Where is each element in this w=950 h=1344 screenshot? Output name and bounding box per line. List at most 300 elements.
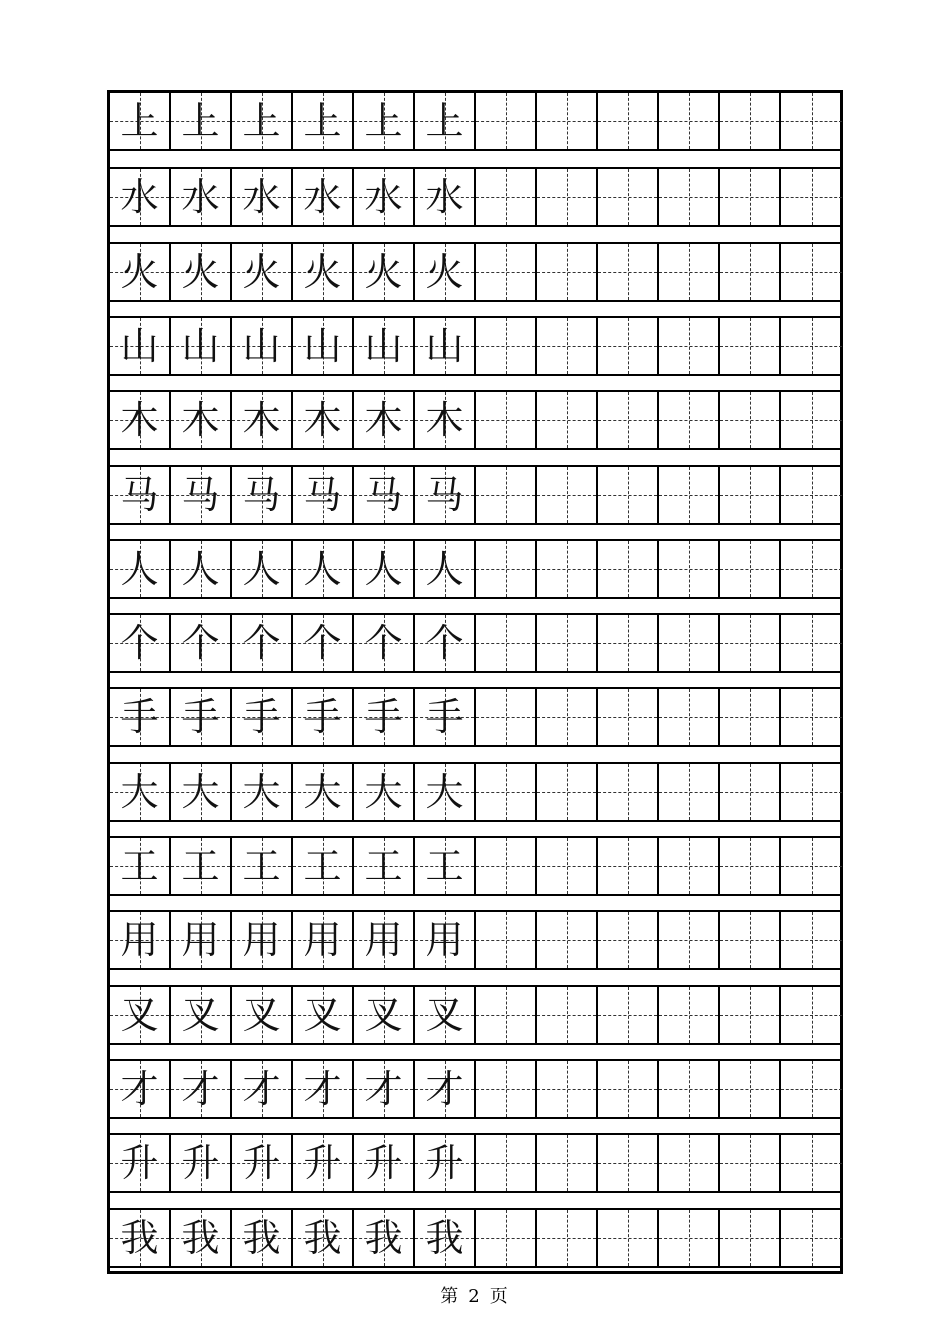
tracing-cell	[354, 838, 415, 894]
practice-character: 工	[425, 844, 464, 888]
empty-practice-cell[interactable]	[720, 689, 781, 745]
empty-practice-cell[interactable]	[537, 912, 598, 968]
practice-character: 工	[181, 844, 220, 888]
tracing-cell	[293, 1210, 354, 1266]
practice-character: 人	[303, 547, 342, 591]
empty-practice-cell[interactable]	[537, 689, 598, 745]
tracing-cell	[171, 1061, 232, 1117]
empty-practice-cell[interactable]	[476, 1135, 537, 1191]
empty-practice-cell[interactable]	[720, 169, 781, 225]
practice-character: 叉	[120, 993, 159, 1037]
practice-character: 马	[364, 473, 403, 517]
empty-practice-cell[interactable]	[659, 912, 720, 968]
practice-row	[110, 390, 840, 450]
empty-practice-cell[interactable]	[659, 467, 720, 523]
practice-character: 火	[303, 250, 342, 294]
practice-character: 手	[181, 695, 220, 739]
empty-practice-cell[interactable]	[476, 244, 537, 300]
tracing-cell	[171, 318, 232, 374]
empty-practice-cell[interactable]	[598, 912, 659, 968]
practice-character: 手	[425, 695, 464, 739]
empty-practice-cell[interactable]	[537, 615, 598, 671]
practice-character: 用	[303, 918, 342, 962]
practice-character: 木	[303, 398, 342, 442]
empty-practice-cell[interactable]	[720, 1061, 781, 1117]
empty-practice-cell[interactable]	[537, 541, 598, 597]
empty-practice-cell[interactable]	[781, 1210, 842, 1266]
tracing-cell	[293, 838, 354, 894]
practice-row	[110, 1208, 840, 1268]
practice-character: 手	[364, 695, 403, 739]
practice-character: 山	[303, 324, 342, 368]
empty-practice-cell[interactable]	[781, 912, 842, 968]
empty-practice-cell[interactable]	[476, 169, 537, 225]
tracing-cell	[171, 838, 232, 894]
writing-grid-sheet	[107, 90, 843, 1274]
tracing-cell	[232, 1210, 293, 1266]
tracing-cell	[415, 987, 476, 1043]
practice-row	[110, 316, 840, 376]
practice-row	[110, 836, 840, 896]
practice-row	[110, 613, 840, 673]
tracing-cell	[232, 764, 293, 820]
tracing-cell	[354, 1210, 415, 1266]
tracing-cell	[110, 764, 171, 820]
practice-character: 才	[303, 1067, 342, 1111]
tracing-cell	[110, 838, 171, 894]
empty-practice-cell[interactable]	[598, 987, 659, 1043]
tracing-cell	[293, 987, 354, 1043]
practice-row	[110, 687, 840, 747]
tracing-cell	[293, 169, 354, 225]
practice-character: 个	[242, 621, 281, 665]
tracing-cell	[110, 912, 171, 968]
empty-practice-cell[interactable]	[598, 1135, 659, 1191]
tracing-cell	[110, 93, 171, 149]
tracing-cell	[232, 1061, 293, 1117]
tracing-cell	[354, 318, 415, 374]
empty-practice-cell[interactable]	[720, 392, 781, 448]
practice-character: 升	[120, 1141, 159, 1185]
practice-character: 上	[303, 99, 342, 143]
empty-practice-cell[interactable]	[781, 93, 842, 149]
empty-practice-cell[interactable]	[598, 615, 659, 671]
empty-practice-cell[interactable]	[476, 615, 537, 671]
empty-practice-cell[interactable]	[659, 318, 720, 374]
empty-practice-cell[interactable]	[537, 93, 598, 149]
empty-practice-cell[interactable]	[659, 764, 720, 820]
tracing-cell	[354, 169, 415, 225]
empty-practice-cell[interactable]	[781, 318, 842, 374]
empty-practice-cell[interactable]	[659, 1135, 720, 1191]
empty-practice-cell[interactable]	[598, 244, 659, 300]
practice-character: 升	[364, 1141, 403, 1185]
empty-practice-cell[interactable]	[598, 318, 659, 374]
empty-practice-cell[interactable]	[537, 467, 598, 523]
empty-practice-cell[interactable]	[476, 318, 537, 374]
empty-practice-cell[interactable]	[598, 689, 659, 745]
practice-character: 水	[120, 175, 159, 219]
tracing-cell	[171, 987, 232, 1043]
practice-character: 水	[364, 175, 403, 219]
practice-character: 大	[303, 770, 342, 814]
tracing-cell	[293, 467, 354, 523]
empty-practice-cell[interactable]	[659, 1061, 720, 1117]
empty-practice-cell[interactable]	[598, 467, 659, 523]
empty-practice-cell[interactable]	[781, 987, 842, 1043]
empty-practice-cell[interactable]	[720, 838, 781, 894]
practice-character: 大	[242, 770, 281, 814]
page-number: 2	[468, 1286, 482, 1307]
empty-practice-cell[interactable]	[720, 318, 781, 374]
practice-character: 叉	[425, 993, 464, 1037]
practice-character: 火	[242, 250, 281, 294]
tracing-cell	[110, 244, 171, 300]
practice-row	[110, 167, 840, 227]
practice-character: 工	[120, 844, 159, 888]
tracing-cell	[232, 987, 293, 1043]
tracing-cell	[415, 1135, 476, 1191]
practice-character: 叉	[181, 993, 220, 1037]
practice-row	[110, 242, 840, 302]
tracing-cell	[232, 392, 293, 448]
tracing-cell	[232, 93, 293, 149]
tracing-cell	[415, 244, 476, 300]
tracing-cell	[354, 1061, 415, 1117]
page-suffix: 页	[489, 1286, 510, 1307]
practice-character: 才	[181, 1067, 220, 1111]
empty-practice-cell[interactable]	[781, 169, 842, 225]
practice-character: 个	[120, 621, 159, 665]
practice-character: 木	[120, 398, 159, 442]
practice-character: 我	[364, 1216, 403, 1260]
tracing-cell	[354, 93, 415, 149]
practice-character: 我	[425, 1216, 464, 1260]
tracing-cell	[354, 764, 415, 820]
practice-character: 马	[425, 473, 464, 517]
practice-row	[110, 985, 840, 1045]
tracing-cell	[354, 615, 415, 671]
tracing-cell	[232, 689, 293, 745]
practice-character: 大	[120, 770, 159, 814]
tracing-cell	[293, 912, 354, 968]
empty-practice-cell[interactable]	[720, 1210, 781, 1266]
tracing-cell	[171, 764, 232, 820]
practice-character: 工	[242, 844, 281, 888]
empty-practice-cell[interactable]	[720, 1135, 781, 1191]
practice-character: 火	[364, 250, 403, 294]
practice-row	[110, 93, 840, 151]
empty-practice-cell[interactable]	[598, 764, 659, 820]
tracing-cell	[110, 169, 171, 225]
tracing-cell	[110, 987, 171, 1043]
empty-practice-cell[interactable]	[781, 689, 842, 745]
empty-practice-cell[interactable]	[537, 764, 598, 820]
practice-character: 个	[364, 621, 403, 665]
tracing-cell	[171, 467, 232, 523]
practice-character: 才	[242, 1067, 281, 1111]
tracing-cell	[415, 1061, 476, 1117]
practice-character: 工	[364, 844, 403, 888]
empty-practice-cell[interactable]	[720, 244, 781, 300]
practice-character: 手	[120, 695, 159, 739]
tracing-cell	[171, 541, 232, 597]
empty-practice-cell[interactable]	[537, 318, 598, 374]
tracing-cell	[293, 244, 354, 300]
practice-character: 山	[181, 324, 220, 368]
tracing-cell	[171, 615, 232, 671]
tracing-cell	[232, 541, 293, 597]
tracing-cell	[232, 615, 293, 671]
empty-practice-cell[interactable]	[476, 1210, 537, 1266]
tracing-cell	[171, 1210, 232, 1266]
empty-practice-cell[interactable]	[781, 1135, 842, 1191]
tracing-cell	[354, 467, 415, 523]
practice-character: 大	[181, 770, 220, 814]
empty-practice-cell[interactable]	[476, 93, 537, 149]
tracing-cell	[354, 987, 415, 1043]
practice-character: 山	[120, 324, 159, 368]
practice-character: 我	[303, 1216, 342, 1260]
practice-character: 木	[364, 398, 403, 442]
tracing-cell	[415, 93, 476, 149]
empty-practice-cell[interactable]	[537, 1210, 598, 1266]
tracing-cell	[232, 169, 293, 225]
practice-character: 木	[242, 398, 281, 442]
practice-character: 才	[120, 1067, 159, 1111]
practice-character: 个	[425, 621, 464, 665]
empty-practice-cell[interactable]	[781, 1061, 842, 1117]
empty-practice-cell[interactable]	[476, 467, 537, 523]
tracing-cell	[354, 689, 415, 745]
empty-practice-cell[interactable]	[659, 244, 720, 300]
empty-practice-cell[interactable]	[720, 912, 781, 968]
page-footer	[0, 1282, 950, 1308]
empty-practice-cell[interactable]	[537, 244, 598, 300]
empty-practice-cell[interactable]	[476, 838, 537, 894]
tracing-cell	[171, 689, 232, 745]
practice-character: 火	[120, 250, 159, 294]
tracing-cell	[110, 615, 171, 671]
empty-practice-cell[interactable]	[720, 987, 781, 1043]
page-prefix: 第	[440, 1286, 461, 1307]
empty-practice-cell[interactable]	[781, 838, 842, 894]
empty-practice-cell[interactable]	[659, 392, 720, 448]
practice-row	[110, 1059, 840, 1119]
empty-practice-cell[interactable]	[659, 689, 720, 745]
tracing-cell	[232, 244, 293, 300]
empty-practice-cell[interactable]	[598, 838, 659, 894]
tracing-cell	[293, 392, 354, 448]
tracing-cell	[232, 912, 293, 968]
tracing-cell	[171, 244, 232, 300]
tracing-cell	[293, 541, 354, 597]
tracing-cell	[293, 689, 354, 745]
empty-practice-cell[interactable]	[537, 1061, 598, 1117]
empty-practice-cell[interactable]	[476, 987, 537, 1043]
empty-practice-cell[interactable]	[476, 1061, 537, 1117]
tracing-cell	[110, 689, 171, 745]
practice-character: 才	[364, 1067, 403, 1111]
empty-practice-cell[interactable]	[476, 392, 537, 448]
tracing-cell	[354, 912, 415, 968]
tracing-cell	[110, 392, 171, 448]
tracing-cell	[232, 318, 293, 374]
empty-practice-cell[interactable]	[598, 1210, 659, 1266]
empty-practice-cell[interactable]	[659, 1210, 720, 1266]
empty-practice-cell[interactable]	[659, 541, 720, 597]
empty-practice-cell[interactable]	[781, 467, 842, 523]
tracing-cell	[110, 1061, 171, 1117]
practice-character: 升	[242, 1141, 281, 1185]
practice-character: 个	[303, 621, 342, 665]
tracing-cell	[354, 541, 415, 597]
practice-character: 人	[242, 547, 281, 591]
tracing-cell	[293, 764, 354, 820]
practice-character: 用	[120, 918, 159, 962]
tracing-cell	[293, 615, 354, 671]
practice-character: 马	[242, 473, 281, 517]
tracing-cell	[171, 392, 232, 448]
empty-practice-cell[interactable]	[598, 541, 659, 597]
practice-character: 叉	[242, 993, 281, 1037]
practice-character: 人	[364, 547, 403, 591]
empty-practice-cell[interactable]	[781, 764, 842, 820]
practice-row	[110, 539, 840, 599]
practice-character: 大	[364, 770, 403, 814]
tracing-cell	[415, 392, 476, 448]
practice-row	[110, 465, 840, 525]
empty-practice-cell[interactable]	[598, 1061, 659, 1117]
tracing-cell	[415, 764, 476, 820]
tracing-cell	[110, 318, 171, 374]
practice-character: 工	[303, 844, 342, 888]
practice-character: 用	[425, 918, 464, 962]
tracing-cell	[110, 467, 171, 523]
practice-character: 个	[181, 621, 220, 665]
empty-practice-cell[interactable]	[720, 764, 781, 820]
empty-practice-cell[interactable]	[720, 93, 781, 149]
practice-character: 用	[242, 918, 281, 962]
practice-character: 用	[364, 918, 403, 962]
empty-practice-cell[interactable]	[720, 467, 781, 523]
tracing-cell	[415, 318, 476, 374]
empty-practice-cell[interactable]	[476, 764, 537, 820]
tracing-cell	[415, 912, 476, 968]
empty-practice-cell[interactable]	[720, 541, 781, 597]
practice-character: 升	[425, 1141, 464, 1185]
practice-row	[110, 762, 840, 822]
practice-character: 用	[181, 918, 220, 962]
tracing-cell	[171, 93, 232, 149]
practice-character: 水	[242, 175, 281, 219]
empty-practice-cell[interactable]	[781, 541, 842, 597]
empty-practice-cell[interactable]	[659, 93, 720, 149]
tracing-cell	[293, 318, 354, 374]
practice-character: 水	[181, 175, 220, 219]
empty-practice-cell[interactable]	[476, 689, 537, 745]
practice-character: 火	[181, 250, 220, 294]
tracing-cell	[293, 93, 354, 149]
practice-row	[110, 1133, 840, 1193]
practice-row	[110, 910, 840, 970]
practice-character: 上	[242, 99, 281, 143]
empty-practice-cell[interactable]	[781, 244, 842, 300]
practice-character: 人	[120, 547, 159, 591]
practice-character: 手	[242, 695, 281, 739]
empty-practice-cell[interactable]	[659, 987, 720, 1043]
tracing-cell	[293, 1061, 354, 1117]
practice-character: 马	[120, 473, 159, 517]
tracing-cell	[293, 1135, 354, 1191]
practice-character: 手	[303, 695, 342, 739]
practice-character: 叉	[364, 993, 403, 1037]
empty-practice-cell[interactable]	[781, 392, 842, 448]
tracing-cell	[415, 1210, 476, 1266]
practice-character: 大	[425, 770, 464, 814]
practice-character: 才	[425, 1067, 464, 1111]
empty-practice-cell[interactable]	[476, 912, 537, 968]
empty-practice-cell[interactable]	[598, 169, 659, 225]
tracing-cell	[171, 169, 232, 225]
practice-character: 木	[181, 398, 220, 442]
empty-practice-cell[interactable]	[781, 615, 842, 671]
tracing-cell	[110, 541, 171, 597]
empty-practice-cell[interactable]	[476, 541, 537, 597]
tracing-cell	[415, 689, 476, 745]
empty-practice-cell[interactable]	[537, 987, 598, 1043]
empty-practice-cell[interactable]	[659, 838, 720, 894]
empty-practice-cell[interactable]	[659, 615, 720, 671]
tracing-cell	[171, 912, 232, 968]
practice-character: 上	[364, 99, 403, 143]
practice-character: 木	[425, 398, 464, 442]
tracing-cell	[354, 244, 415, 300]
practice-character: 人	[181, 547, 220, 591]
tracing-cell	[415, 615, 476, 671]
tracing-cell	[232, 838, 293, 894]
tracing-cell	[232, 1135, 293, 1191]
tracing-cell	[415, 541, 476, 597]
empty-practice-cell[interactable]	[537, 169, 598, 225]
practice-character: 马	[303, 473, 342, 517]
tracing-cell	[232, 467, 293, 523]
practice-character: 我	[242, 1216, 281, 1260]
empty-practice-cell[interactable]	[537, 392, 598, 448]
practice-character: 山	[242, 324, 281, 368]
tracing-cell	[354, 392, 415, 448]
practice-character: 升	[303, 1141, 342, 1185]
tracing-cell	[415, 467, 476, 523]
tracing-cell	[110, 1210, 171, 1266]
practice-character: 火	[425, 250, 464, 294]
empty-practice-cell[interactable]	[659, 169, 720, 225]
empty-practice-cell[interactable]	[720, 615, 781, 671]
empty-practice-cell[interactable]	[598, 392, 659, 448]
empty-practice-cell[interactable]	[537, 838, 598, 894]
practice-character: 升	[181, 1141, 220, 1185]
practice-character: 人	[425, 547, 464, 591]
tracing-cell	[415, 169, 476, 225]
practice-character: 上	[120, 99, 159, 143]
empty-practice-cell[interactable]	[598, 93, 659, 149]
tracing-cell	[110, 1135, 171, 1191]
practice-character: 我	[181, 1216, 220, 1260]
practice-character: 山	[425, 324, 464, 368]
practice-character: 上	[425, 99, 464, 143]
tracing-cell	[415, 838, 476, 894]
empty-practice-cell[interactable]	[537, 1135, 598, 1191]
